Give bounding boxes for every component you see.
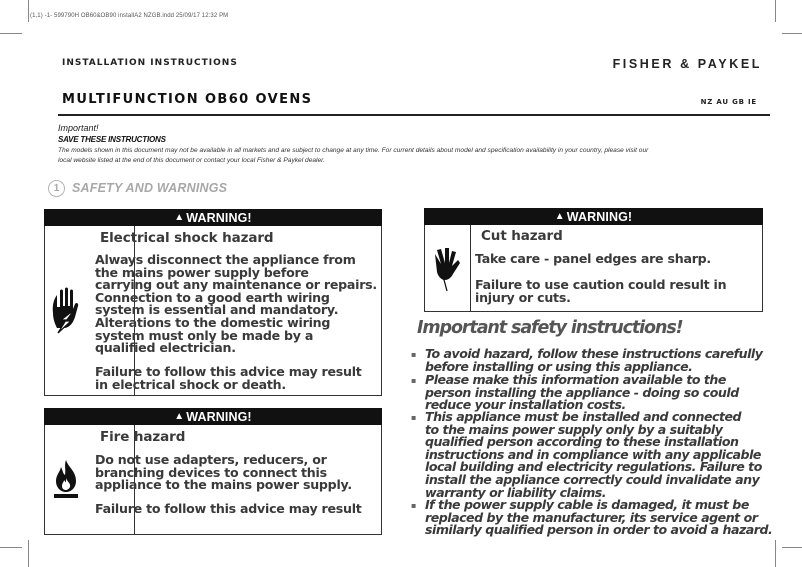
warning-paragraph xyxy=(95,503,362,516)
bullet-icon: ▪ xyxy=(411,350,417,359)
header-rule xyxy=(58,114,770,116)
hazard-title: Electrical shock hazard xyxy=(100,230,274,246)
warning-paragraph xyxy=(95,454,352,492)
warning-paragraph xyxy=(475,279,726,304)
warning-triangle-icon: ▲ xyxy=(174,212,185,223)
warning-bar xyxy=(44,209,382,226)
list-item-line: replaced by the manufacturer, its service agent or xyxy=(425,509,758,525)
safety-instructions-title: Important safety instructions! xyxy=(417,318,683,338)
warning-line: Failure to follow this advice may result xyxy=(95,501,362,516)
warning-line: Alterations to the domestic wiring xyxy=(95,314,331,330)
warning-line: the mains power supply before xyxy=(95,264,309,280)
crop-mark xyxy=(0,547,22,548)
warning-bar-label: WARNING! xyxy=(186,210,252,225)
warning-line: Always disconnect the appliance from xyxy=(95,252,356,267)
save-instructions-label: SAVE THESE INSTRUCTIONS xyxy=(58,135,166,144)
list-item-line: similarly qualified person in order to avoid a hazard. xyxy=(425,522,773,538)
disclaimer xyxy=(58,146,758,166)
list-item-line: qualified person according to these installation xyxy=(425,434,739,450)
warning-bar xyxy=(44,408,382,425)
bullet-icon: ▪ xyxy=(411,376,417,385)
disclaimer-line: local website listed at the end of this document or contact your local Fisher & Paykel dealer. xyxy=(58,157,325,164)
crop-mark xyxy=(775,0,776,22)
list-item-line: before installing or using this appliance. xyxy=(425,358,693,374)
list-item-line: This appliance must be installed and connected xyxy=(425,409,742,424)
crop-mark xyxy=(0,33,22,34)
electric-shock-icon xyxy=(44,226,88,396)
document-section-label: INSTALLATION INSTRUCTIONS xyxy=(62,58,238,68)
cut-warning-box xyxy=(424,208,763,312)
list-item-line: to the mains power supply only by a suitably xyxy=(425,421,723,437)
crop-mark xyxy=(782,547,802,548)
warning-triangle-icon: ▲ xyxy=(174,411,185,422)
list-item-line: reduce your installation costs. xyxy=(425,397,626,413)
list-item-line: person installing the appliance - doing so could xyxy=(425,384,739,400)
warning-bar xyxy=(424,208,763,225)
warning-line: Failure to follow this advice may result xyxy=(95,364,362,379)
warning-line: qualified electrician. xyxy=(95,340,236,356)
crop-mark xyxy=(28,0,29,22)
list-item-line: If the power supply cable is damaged, it must be xyxy=(425,497,749,512)
warning-line: system must only be made by a xyxy=(95,327,314,343)
list-item-line: To avoid hazard, follow these instructions carefully xyxy=(425,346,763,361)
market-codes: NZ AU GB IE xyxy=(700,98,757,106)
page-title: MULTIFUNCTION OB60 OVENS xyxy=(62,92,313,107)
crop-mark xyxy=(782,33,802,34)
print-slug: (1,1) -1- 599790H OB60&OB90 installA2 NZGB.indd 25/09/17 12:32 PM xyxy=(30,13,229,19)
hazard-title: Cut hazard xyxy=(481,228,563,244)
bullet-icon: ▪ xyxy=(411,413,417,422)
warning-triangle-icon: ▲ xyxy=(554,211,565,222)
warning-paragraph xyxy=(95,254,377,355)
fire-icon xyxy=(44,425,88,535)
important-label: Important! xyxy=(58,123,99,133)
warning-line: system is essential and mandatory. xyxy=(95,302,339,318)
list-item-line: local building and electricity regulations. Failure to xyxy=(425,459,762,475)
fire-warning-box xyxy=(44,408,382,535)
warning-line: carrying out any maintenance or repairs. xyxy=(95,277,377,293)
cut-hand-icon xyxy=(424,225,468,312)
warning-line: Take care - panel edges are sharp. xyxy=(475,251,711,266)
list-item-text xyxy=(425,348,762,373)
disclaimer-line: The models shown in this document may not be available in all markets and are subject to change at any time. For current details about model and specification availability in your country, please visit our xyxy=(58,147,649,154)
bullet-icon: ▪ xyxy=(411,501,417,510)
list-item-line: instructions and in compliance with any applicable xyxy=(425,446,761,462)
warning-line: injury or cuts. xyxy=(475,289,571,305)
list-item-line: Please make this information available to the xyxy=(425,372,726,387)
warning-line: Connection to a good earth wiring xyxy=(95,289,330,305)
electrical-warning-box xyxy=(44,209,382,396)
warning-bar-label: WARNING! xyxy=(186,409,252,424)
warning-line: in electrical shock or death. xyxy=(95,376,286,392)
warning-bar-label: WARNING! xyxy=(566,209,633,224)
warning-paragraph xyxy=(95,366,362,391)
section-title: SAFETY AND WARNINGS xyxy=(72,181,228,195)
list-item-line: warranty or liability claims. xyxy=(425,484,607,500)
icon-divider xyxy=(470,225,471,312)
list-item-text xyxy=(425,374,739,412)
section-number-badge: 1 xyxy=(48,180,65,197)
section-heading xyxy=(48,178,227,198)
warning-paragraph xyxy=(475,253,711,266)
crop-mark xyxy=(775,540,776,567)
list-item-text xyxy=(425,411,762,499)
warning-line: Do not use adapters, reducers, or xyxy=(95,452,327,467)
warning-line: Failure to use caution could result in xyxy=(475,277,727,292)
crop-mark xyxy=(28,540,29,567)
list-item-line: install the appliance correctly could invalidate any xyxy=(425,471,760,487)
list-item-text xyxy=(425,499,772,537)
hazard-title: Fire hazard xyxy=(100,429,186,445)
warning-line: appliance to the mains power supply. xyxy=(95,477,352,493)
brand-logo: FISHER & PAYKEL xyxy=(612,57,762,71)
warning-line: branching devices to connect this xyxy=(95,464,327,480)
